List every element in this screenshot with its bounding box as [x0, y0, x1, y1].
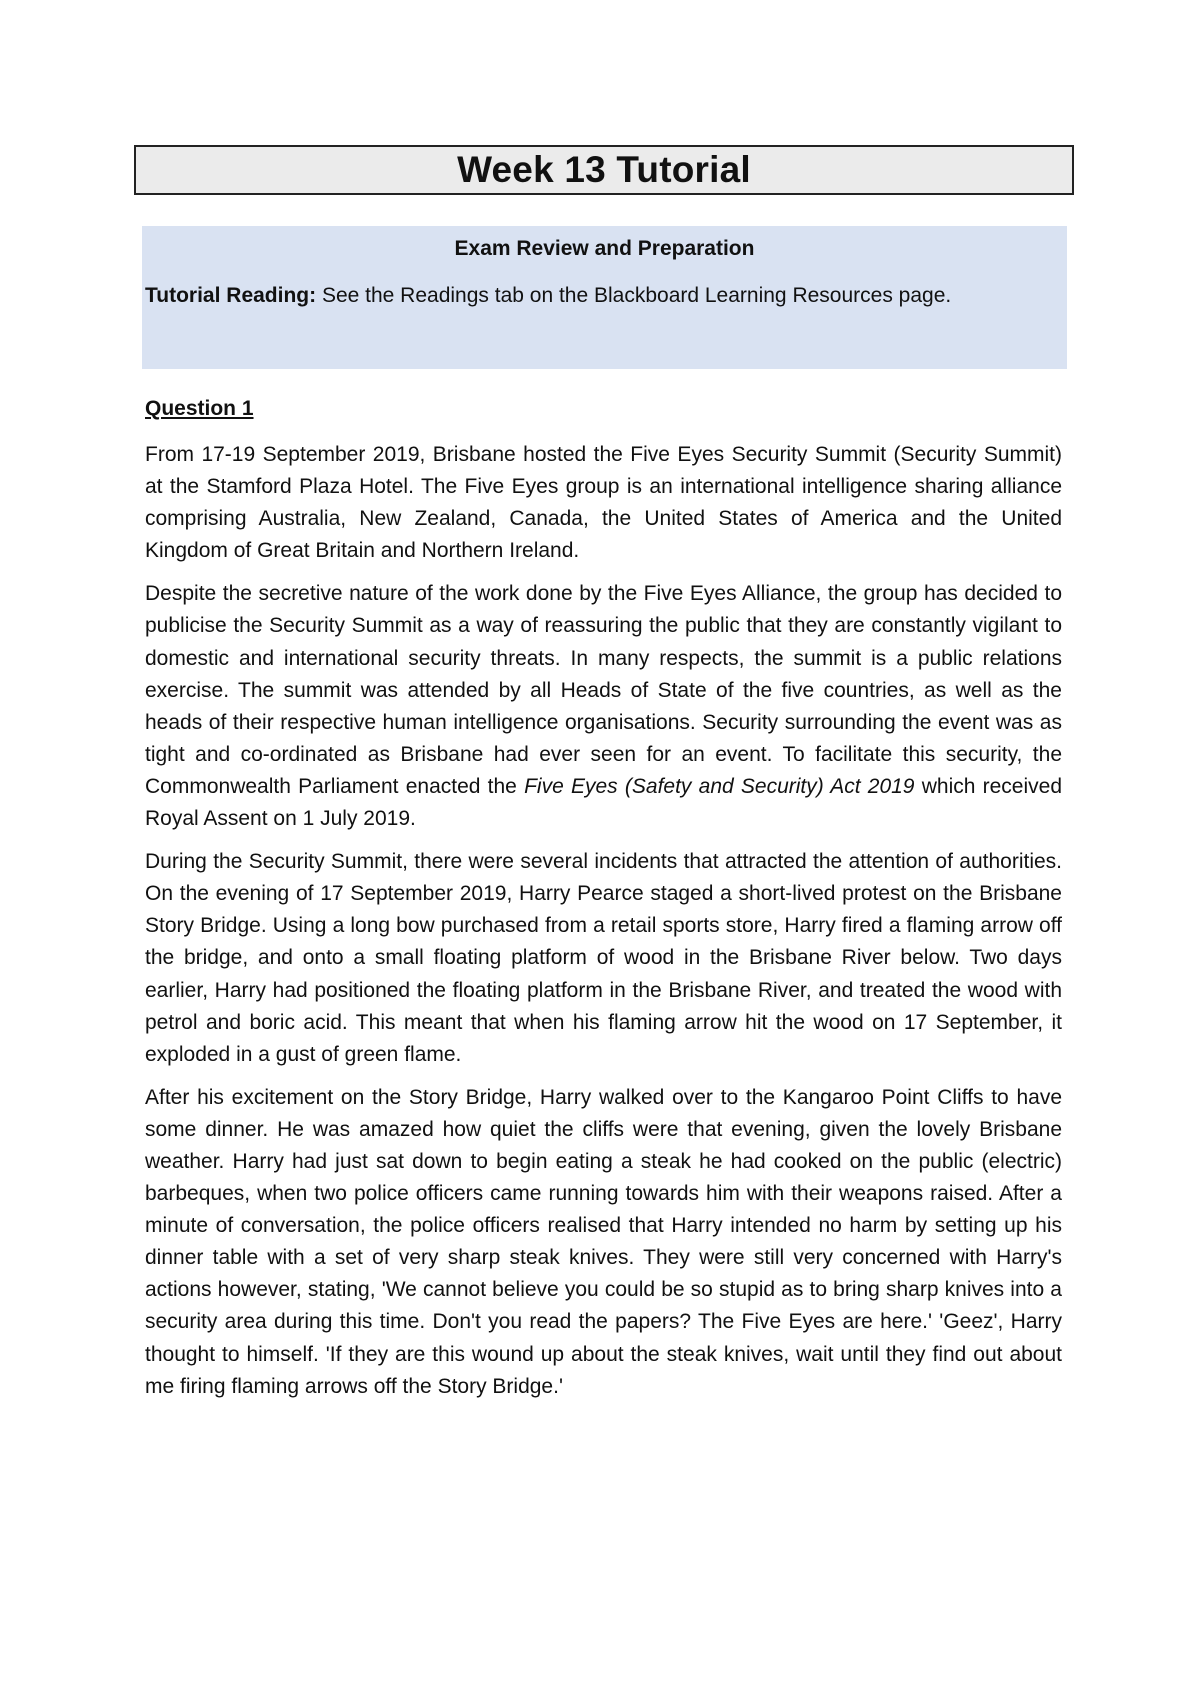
question-heading: Question 1 [145, 397, 254, 420]
paragraph-2-end: which received Royal Assent on 1 July 2019. [145, 774, 1063, 831]
paragraph-2 [145, 578, 1062, 835]
paragraph-1: From 17-19 September 2019, Brisbane hosted the Five Eyes Security Summit (Security Summit) at the Stamford Plaza Hotel. The Five Eyes group is an international intelligence sharing alliance comprising Australia, New Zealand, Canada, the United States of America and the United Kingdom of Great Britain and Northern Ireland. [145, 443, 1062, 563]
question-section [145, 394, 1062, 1414]
title-box [134, 145, 1074, 195]
info-box [142, 226, 1067, 369]
reading-text: See the Readings tab on the Blackboard Learning Resources page. [316, 284, 952, 307]
act-title: Five Eyes (Safety and Security) Act 2019 [524, 774, 915, 798]
paragraph-4: After his excitement on the Story Bridge, Harry walked over to the Kangaroo Point Cliffs to have some dinner. He was amazed how quiet the cliffs were that evening, given the lovely Brisbane weather. Harry had just sat down to begin eating a steak he had cooked on the public (electric) barbeques, when two police officers came running towards him with their weapons raised. After a minute of conversation, the police officers realised that Harry intended no harm by setting up his dinner table with a set of very sharp steak knives. They were still very concerned with Harry's actions however, stating, 'We cannot believe you could be so stupid as to bring sharp knives into a security area during this time. Don't you read the papers? The Five Eyes are here.' 'Geez', Harry thought to himself. 'If they are this wound up about the steak knives, wait until they find out about me firing flaming arrows off the Story Bridge.' [145, 1085, 1062, 1398]
reading-label: Tutorial Reading: [145, 284, 317, 307]
paragraph-2-text: Despite the secretive nature of the work done by the Five Eyes Alliance, the group has decided to publicise the Security Summit as a way of reassuring the public that they are constantly vigilant to domestic and international security threats. In many respects, the summit is a public relations exercise. The summit was attended by all Heads of State of the five countries, as well as the heads of their respective human intelligence organisations. Security surrounding the event was as tight and co-ordinated as Brisbane had ever seen for an event. To facilitate this security, the Commonwealth Parliament enacted the [145, 582, 1062, 798]
page-title: Week 13 Tutorial [457, 149, 751, 190]
paragraph-3: During the Security Summit, there were several incidents that attracted the attention of authorities. On the evening of 17 September 2019, Harry Pearce staged a short-lived protest on the Brisbane Story Bridge. Using a long bow purchased from a retail sports store, Harry fired a flaming arrow off the bridge, and onto a small floating platform of wood in the Brisbane River below. Two days earlier, Harry had positioned the floating platform in the Brisbane River, and treated the wood with petrol and boric acid. This meant that when his flaming arrow hit the wood on 17 September, it exploded in a gust of green flame. [145, 850, 1062, 1066]
tutorial-reading [145, 282, 1047, 310]
info-subtitle: Exam Review and Preparation [454, 237, 755, 260]
